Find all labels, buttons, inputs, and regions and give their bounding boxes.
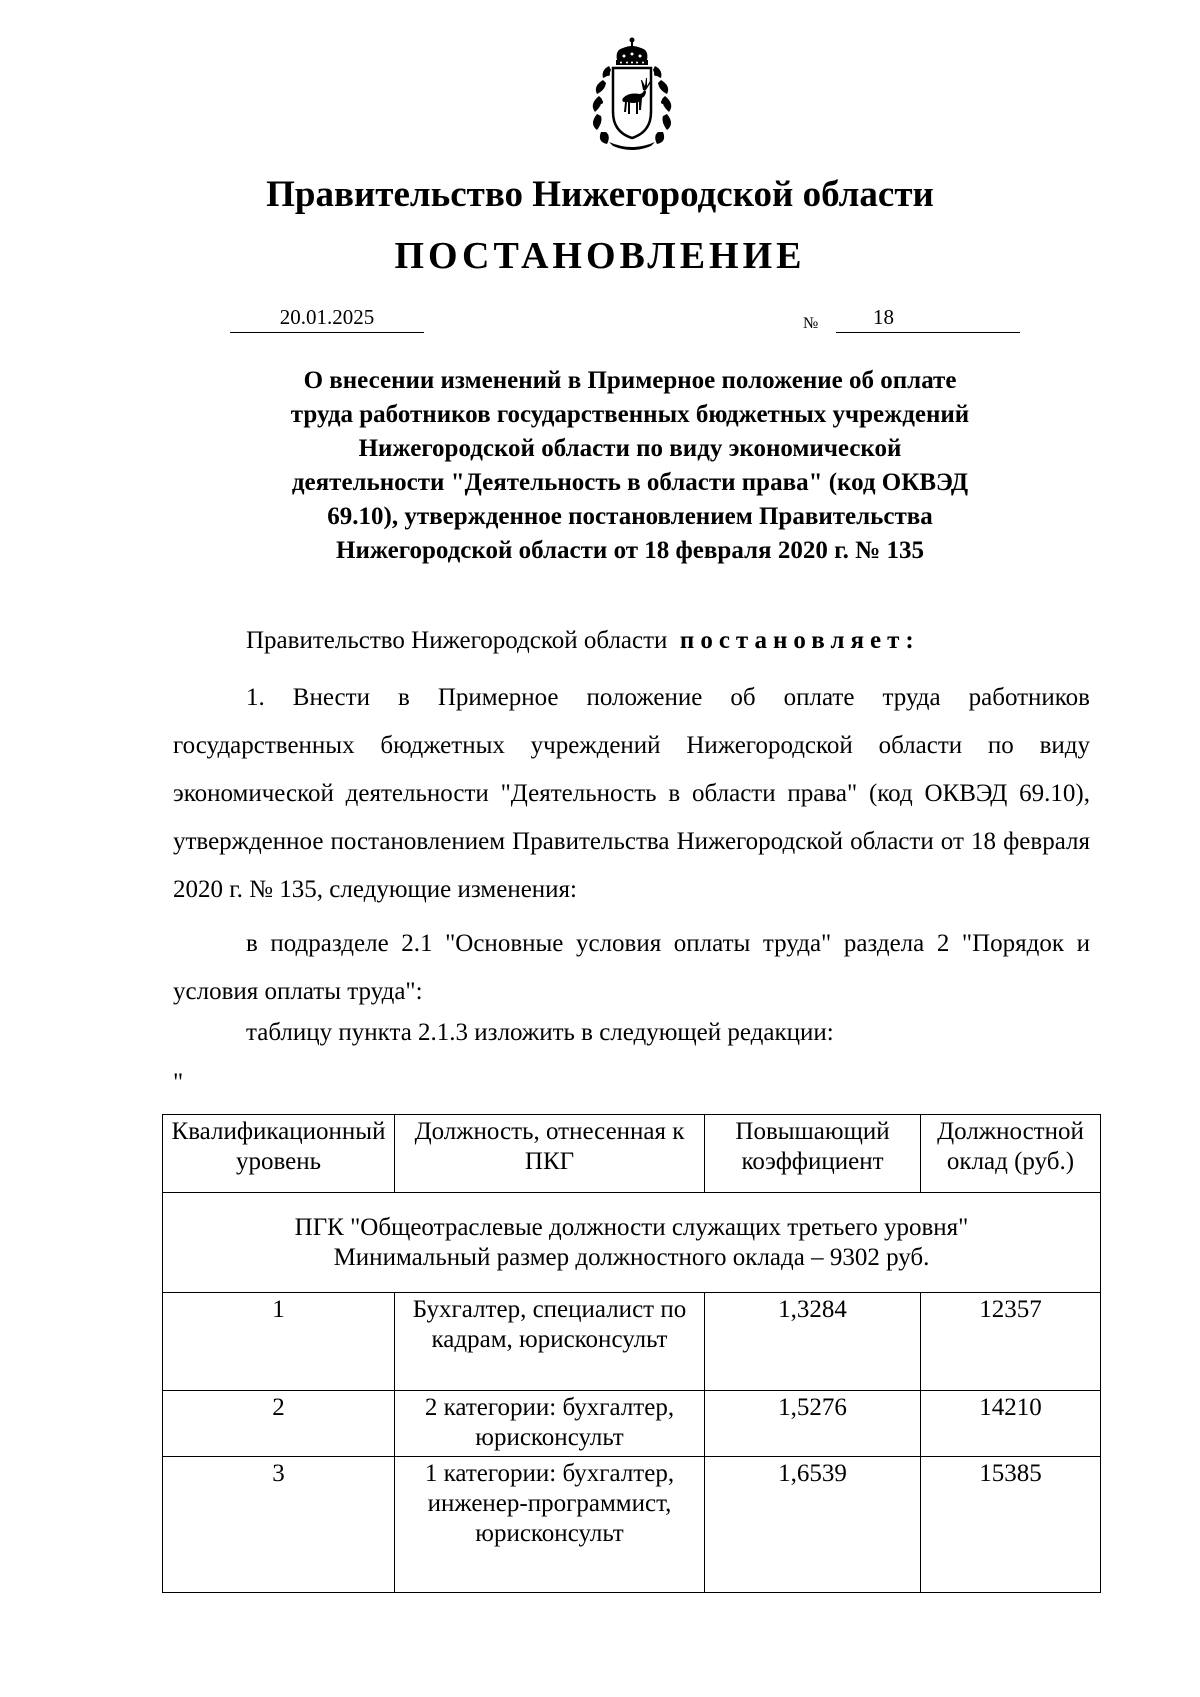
cell-salary: 12357: [921, 1293, 1101, 1391]
cell-coefficient: 1,6539: [705, 1457, 921, 1593]
intro-paragraph: [173, 626, 1163, 656]
table-row: [163, 1391, 1101, 1457]
group-subtitle: Минимальный размер должностного оклада – 9302 руб.: [333, 1243, 930, 1271]
cell-level: 2: [163, 1391, 395, 1457]
header-coefficient: Повышающий коэффициент: [705, 1115, 921, 1193]
cell-coefficient: 1,3284: [705, 1293, 921, 1391]
table-header-row: [163, 1115, 1101, 1193]
organization-name: Правительство Нижегородской области: [266, 174, 934, 215]
cell-salary: 14210: [921, 1391, 1101, 1457]
paragraph-3: таблицу пункта 2.1.3 изложить в следующей редакции:: [246, 1019, 834, 1046]
group-title: ПГК "Общеотраслевые должности служащих третьего уровня": [294, 1213, 969, 1241]
cell-level: 1: [163, 1293, 395, 1391]
header-salary: Должностной оклад (руб.): [921, 1115, 1101, 1193]
document-type: ПОСТАНОВЛЕНИЕ: [394, 235, 806, 277]
cell-level: 3: [163, 1457, 395, 1593]
header-level: Квалификационный уровень: [163, 1115, 395, 1193]
cell-position: Бухгалтер, специалист по кадрам, юрисконсульт: [395, 1293, 705, 1391]
heading-line: Нижегородской области от 18 февраля 2020 г. № 135: [336, 537, 924, 564]
document-date: 20.01.2025: [230, 302, 424, 333]
document-heading: [230, 364, 1030, 568]
document-number-field: [836, 302, 1020, 333]
paragraph-2: в подразделе 2.1 "Основные условия оплаты труда" раздела 2 "Порядок и условия оплаты труда":: [173, 930, 1090, 1005]
heading-line: труда работников государственных бюджетных учреждений: [290, 401, 970, 428]
header-position: Должность, отнесенная к ПКГ: [395, 1115, 705, 1193]
intro-text: Правительство Нижегородской области: [246, 627, 668, 654]
cell-position: 2 категории: бухгалтер, юрисконсульт: [395, 1391, 705, 1457]
table-group-row: [163, 1193, 1101, 1293]
table-row: [163, 1457, 1101, 1593]
group-cell: [163, 1193, 1101, 1293]
cell-position: 1 категории: бухгалтер, инженер-программист, юрисконсульт: [395, 1457, 705, 1593]
table-row: [163, 1293, 1101, 1391]
nizhny-novgorod-coat-of-arms-icon: [579, 36, 685, 150]
open-quote: ": [173, 1069, 184, 1096]
heading-line: деятельности "Деятельность в области права" (код ОКВЭД: [291, 469, 969, 496]
number-sign: №: [803, 315, 819, 332]
cell-salary: 15385: [921, 1457, 1101, 1593]
salary-table: [162, 1114, 1101, 1593]
heading-line: 69.10), утвержденное постановлением Правительства: [327, 503, 933, 530]
heading-line: О внесении изменений в Примерное положение об оплате: [303, 367, 957, 394]
document-number: 18: [873, 305, 894, 329]
heading-line: Нижегородской области по виду экономической: [358, 435, 902, 462]
paragraph-1: 1. Внести в Примерное положение об оплате труда работников государственных бюджетных учреждений Нижегородской области по виду экономической деятельности "Деятельность в области права" (код ОКВЭД 69.10), утвержденное постановлением Правительства Нижегородской области от 18 февраля 2020 г. № 135, следующие изменения:: [173, 684, 1090, 903]
intro-action: постановляет:: [679, 627, 920, 654]
cell-coefficient: 1,5276: [705, 1391, 921, 1457]
